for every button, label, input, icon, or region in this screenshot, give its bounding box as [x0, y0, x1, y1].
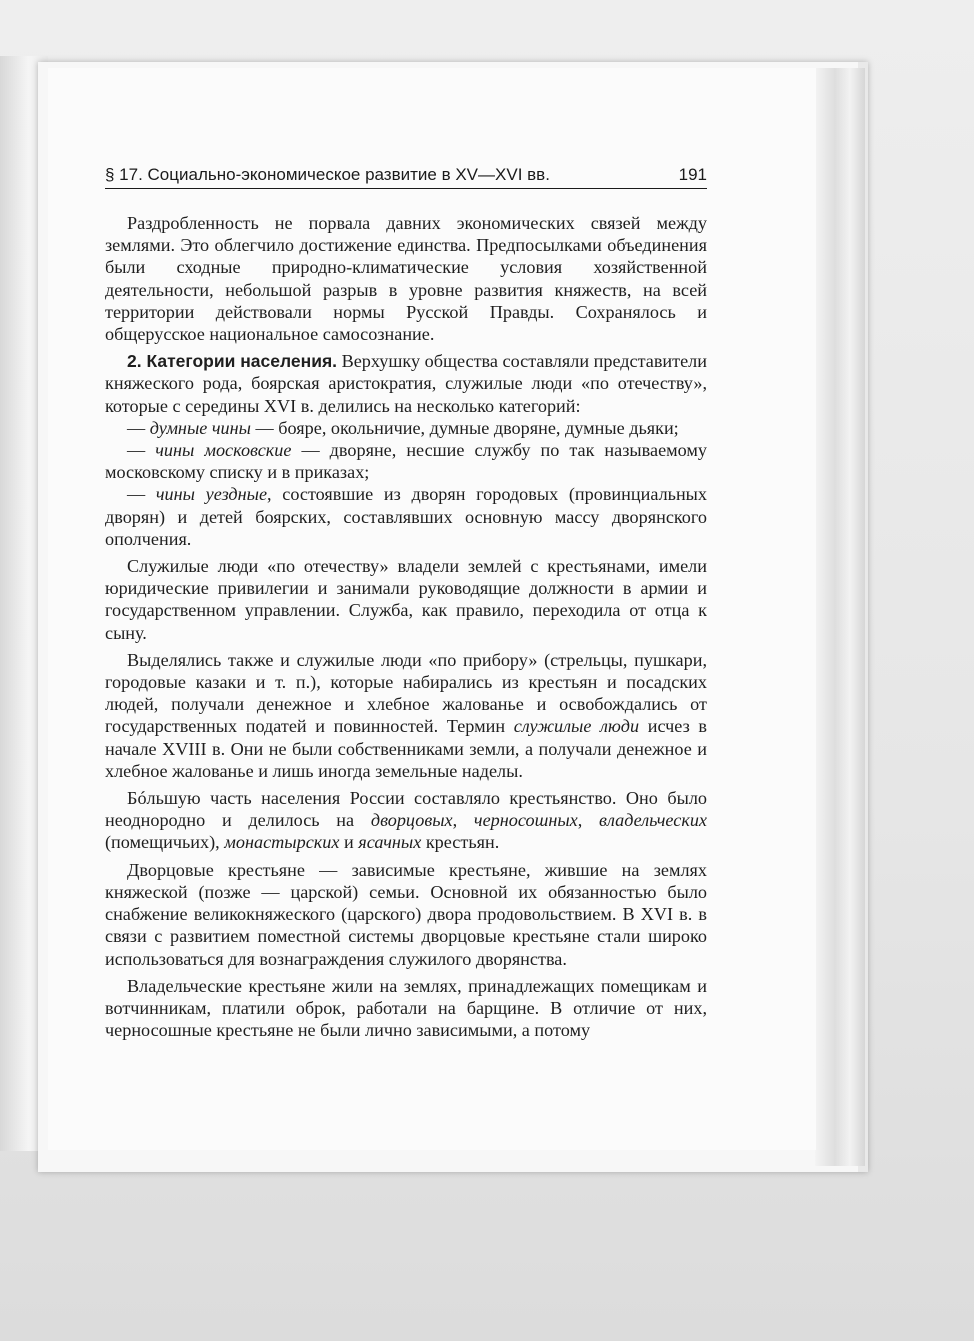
- list-text: , состоявшие из дворян городовых (провинциальных дворян) и детей боярских, составлявших основную массу дворянского ополчения.: [105, 484, 707, 549]
- section-population: [105, 350, 707, 417]
- text-run: Бóльшую часть населения России составляло крестьянство. Оно было неоднородно и делилось на: [105, 788, 707, 831]
- page-number: 191: [678, 165, 707, 184]
- list-item: [105, 417, 707, 439]
- list-item: [105, 439, 707, 483]
- list-text: — дворяне, несшие службу по так называемому московскому списку и в приказах;: [105, 440, 707, 483]
- running-title: § 17. Социально-экономическое развитие в XV—XVI вв.: [105, 165, 550, 184]
- text-run: крестьян.: [421, 832, 500, 853]
- text-run: ,: [452, 810, 474, 831]
- section-title: 2. Категории населения.: [127, 351, 338, 372]
- page-stack-edge: [815, 68, 865, 1166]
- running-header: [105, 155, 707, 189]
- list-term: чины уездные: [155, 484, 268, 505]
- paragraph-fragmentation: Раздробленность не порвала давних экономических связей между землями. Это облегчило достижение единства. Предпосылками объединения были сходные природно-климатические условия хозяйственной деятельности, небольшой разрыв в уровне развития княжеств, на всей территории действовали нормы Русской Правды. Сохранялось и общерусское национальное самосознание.: [105, 213, 707, 345]
- page-body: [105, 212, 707, 1041]
- text-run: Выделялись также и служилые люди «по прибору» (стрельцы, пушкари, городовые казаки и т. п.), которые набирались из крестьян и посадских людей, получали денежное и хлебное жалованье и освобождались от государственных податей и повинностей. Термин: [105, 649, 707, 737]
- list-dash: —: [127, 484, 156, 505]
- paragraph-palace-peasants: Дворцовые крестьяне — зависимые крестьяне, жившие на землях княжеской (позже — царской) семьи. Основной их обязанностью было снабжение великокняжеского (царского) двора продовольствием. В XVI в. в связи с развитием поместной системы дворцовые крестьяне стали широко использоваться для вознаграждения служилого дворянства.: [105, 859, 707, 969]
- italic-term: монастырских: [224, 832, 340, 853]
- list-dash: —: [127, 440, 156, 461]
- paragraph-owned-peasants: Владельческие крестьяне жили на землях, принадлежащих помещикам и вотчинникам, платили оброк, работали на барщине. В отличие от них, черносошные крестьяне не были лично зависимыми, а потому: [105, 975, 707, 1041]
- italic-term: ясачных: [358, 832, 422, 853]
- text-run: исчез в начале XVIII в. Они не были собственниками земли, а получали денежное и хлебное жалованье и лишь иногда земельные наделы.: [105, 716, 707, 781]
- italic-term: служилые люди: [513, 716, 640, 737]
- text-run: ,: [577, 810, 600, 831]
- list-text: — бояре, окольничие, думные дворяне, думные дьяки;: [251, 417, 679, 438]
- list-dash: —: [127, 417, 150, 438]
- paragraph-pribor: [105, 649, 707, 782]
- section-lead: Верхушку общества составляли представители княжеского рода, боярская аристократия, служилые люди «по отечеству», которые с середины XVI в. делились на несколько категорий:: [105, 351, 707, 416]
- paragraph-peasantry: [105, 787, 707, 854]
- list-item: [105, 483, 707, 550]
- list-term: думные чины: [149, 417, 251, 438]
- paragraph-service-people: Служилые люди «по отечеству» владели землей с крестьянами, имели юридические привилегии и занимали руководящие должности в армии и государственном управлении. Служба, как правило, переходила от отца к сыну.: [105, 556, 707, 643]
- text-run: (помещичьих),: [105, 832, 225, 853]
- italic-term: дворцовых: [370, 810, 453, 831]
- italic-term: черносошных: [473, 810, 578, 831]
- list-term: чины московские: [155, 440, 292, 461]
- text-run: и: [339, 832, 359, 853]
- italic-term: владельческих: [599, 810, 707, 831]
